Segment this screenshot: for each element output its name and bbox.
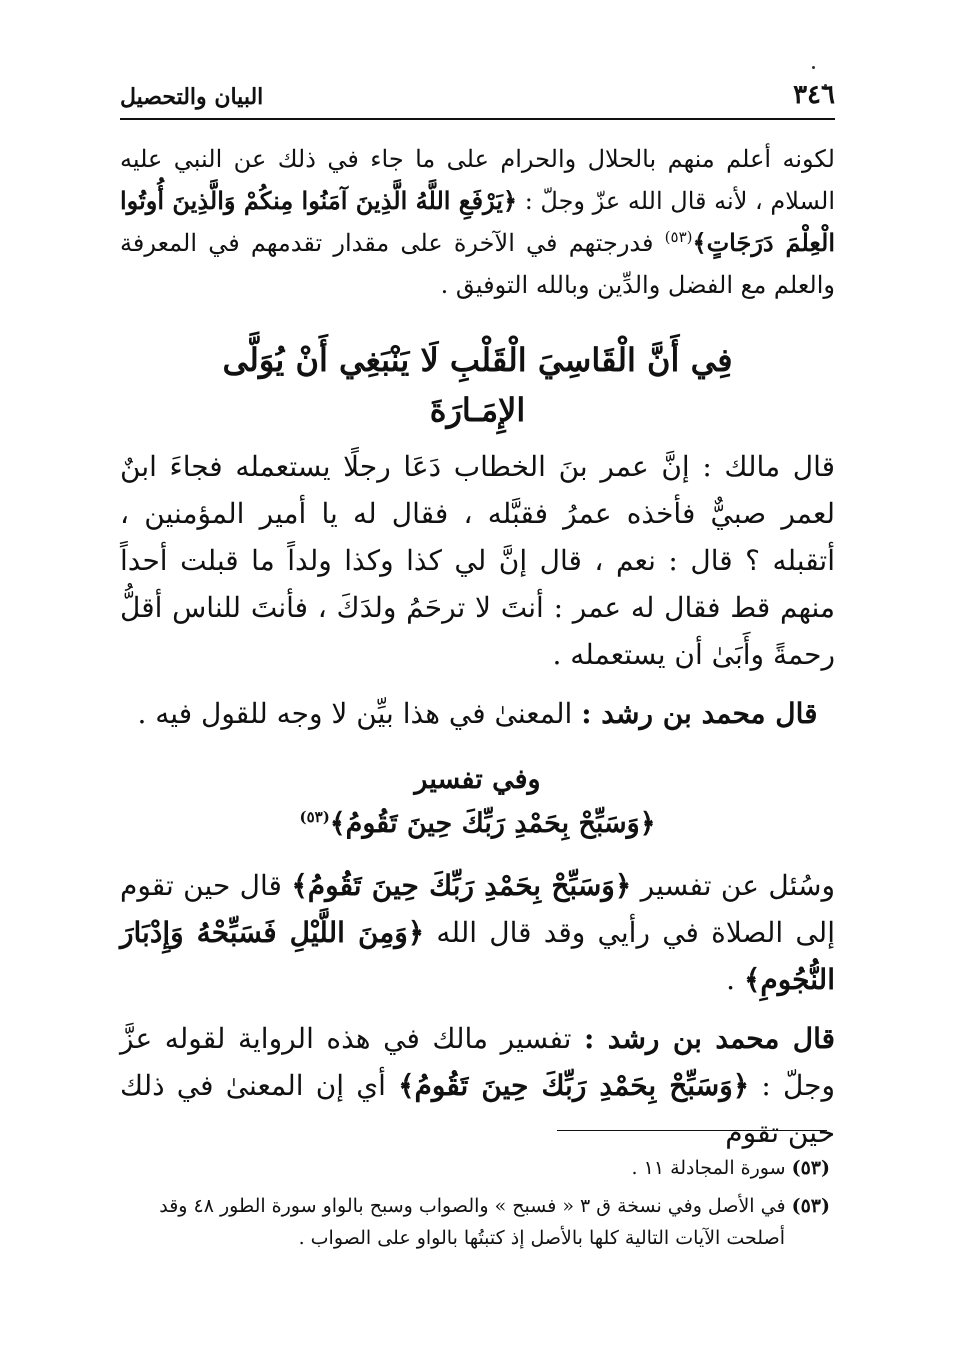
section1-title-line1: فِي أَنَّ الْقَاسِيَ الْقَلْبِ لَا يَنْبَغِي أَنْ يُوَلَّى — [222, 341, 733, 379]
section1-commentary — [120, 690, 835, 737]
commentary-label: قال محمد بن رشد : — [581, 697, 818, 730]
section1-body — [120, 443, 835, 678]
quran-quote: ﴿وَسَبِّحْ بِحَمْدِ رَبِّكَ حِينَ تَقُومُ﴾ — [398, 1069, 750, 1102]
quran-quote: ﴿يَرْفَعِ اللَّهُ الَّذِينَ آمَنُوا مِنكُمْ وَالَّذِينَ أُوتُوا الْعِلْمَ دَرَجَاتٍ﴾ — [120, 186, 835, 257]
commentary-text: المعنىٰ في هذا بيِّن لا وجه للقول فيه . — [137, 697, 582, 730]
section2-title-line1: وفي تفسير — [414, 764, 541, 795]
footnote-text: سورة المجادلة ١١ . — [631, 1157, 792, 1179]
page-header — [120, 78, 835, 120]
intro-text-1: لكونه أعلم منهم بالحلال والحرام على ما جاء في ذلك عن النبي عليه السلام ، لأنه قال الله عزّ وجلّ : — [120, 145, 835, 215]
section2-commentary — [120, 1015, 835, 1156]
intro-paragraph — [120, 138, 835, 306]
intro-text-2: فدرجتهم في الآخرة على مقدار تقدمهم في المعرفة والعلم مع الفضل والدِّين وبالله التوفيق . — [120, 229, 835, 299]
footnote-separator — [557, 1130, 827, 1131]
section2-body-a: وسُئل عن تفسير — [631, 869, 835, 902]
commentary-text-a: تفسير مالك في هذه الرواية لقوله عزَّ وجلّ : — [120, 1022, 836, 1102]
section2-title-line2: ﴿وَسَبِّحْ بِحَمْدِ رَبِّكَ حِينَ تَقُومُ﴾ — [329, 808, 656, 839]
scan-speck — [812, 66, 815, 69]
quran-quote: ﴿وَمِنَ اللَّيْلِ فَسَبِّحْهُ وَإِدْبَارَ النُّجُومِ﴾ — [120, 916, 835, 996]
section1-title-line2: الإِمَـارَةَ — [429, 391, 526, 429]
footnote-number: (٥٣) — [791, 1195, 830, 1217]
footnote-number: (٥٣) — [791, 1157, 830, 1179]
section2-body-c: . — [726, 963, 744, 996]
running-title: البيان والتحصيل — [120, 84, 264, 110]
footnote-2 — [135, 1190, 830, 1222]
commentary-label: قال محمد بن رشد : — [584, 1022, 835, 1055]
section2-title — [120, 758, 835, 846]
footnote-1 — [135, 1152, 830, 1184]
page-number: ٣٤٦ — [793, 80, 835, 110]
quran-quote: ﴿وَسَبِّحْ بِحَمْدِ رَبِّكَ حِينَ تَقُومُ﴾ — [291, 869, 632, 902]
section2-body — [120, 862, 835, 1003]
footnote-ref: (٥٣) — [299, 808, 330, 826]
section1-body-text: قال مالك : إنَّ عمر بنَ الخطاب دَعَا رجلًا يستعمله فجاءَ ابنٌ لعمر صبيٌّ فأخذه عمرُ فقبَّله ، فقال له يا أمير المؤمنين ، أتقبله ؟ قال : نعم ، قال إنَّ لي كذا وكذا ولداً ما قبلت أحداً منهم قط فقال له عمر : أنتَ لا ترحَمُ ولدَكَ ، فأنتَ للناس أقلُّ رحمةً وأَبَىٰ أن يستعمله . — [120, 450, 835, 671]
section2-body-b: قال حين تقوم إلى الصلاة في رأيي وقد قال الله — [120, 869, 835, 949]
footnote-2-continuation: أصلحت الآيات التالية كلها بالأصل إذ كتبتُها بالواو على الصواب . — [298, 1227, 785, 1249]
commentary-text-b: أي إن المعنىٰ في ذلك حين تقوم — [120, 1069, 835, 1149]
footnote-text: في الأصل وفي نسخة ق ٣ « فسبح » والصواب وسبح بالواو سورة الطور ٤٨ وقد — [159, 1195, 792, 1217]
footnote-ref: (٥٣) — [664, 228, 693, 246]
footnotes — [135, 1152, 830, 1254]
section1-title — [120, 335, 835, 435]
